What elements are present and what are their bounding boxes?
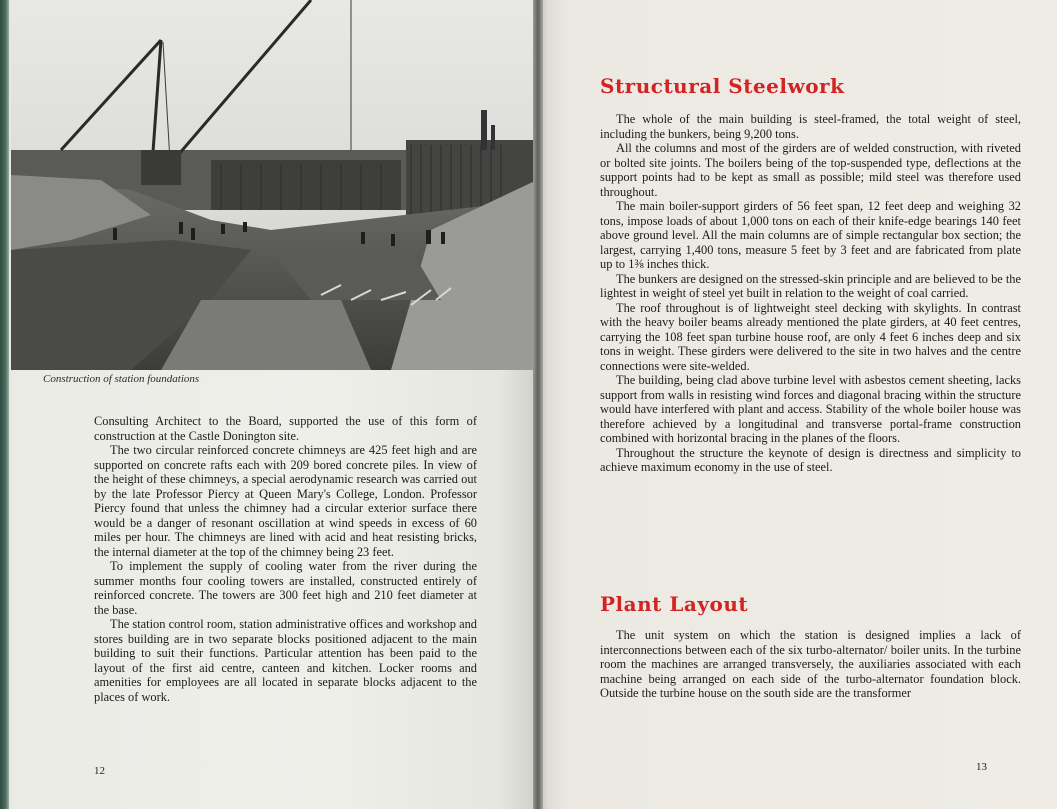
paragraph: The roof throughout is of lightweight steel decking with skylights. In contrast with the heavy boiler beams already mentioned the plate girders, at 40 feet centres, carrying the 108 feet span turbine house roof, are only 4 feet 6 inches deep and six tons in weight. These girders were delivered to the site in two halves and the centre connections were site-welded. xyxy=(600,300,1021,373)
right-page xyxy=(538,0,1057,809)
paragraph: The main boiler-support girders of 56 feet span, 12 feet deep and weighing 32 tons, impose loads of about 1,000 tons on each of their knife-edge bearings 140 feet above ground level. All the main columns are of simple rectangular box section; the largest, carrying 1,400 tons, measure 5 feet by 3 feet and are fabricated from plate up to 1⅜ inches thick. xyxy=(600,199,1021,271)
section-title-plant-layout: Plant Layout xyxy=(600,592,749,616)
construction-photo-graphic xyxy=(11,0,537,370)
paragraph: The station control room, station administrative offices and workshop and stores building are in two separate blocks positioned adjacent to the main building to suit their functions. Particular attention has been paid to the layout of the first aid centre, canteen and kitchen. Locker rooms and amenities for employees are all located in separate blocks adjacent to the places of work. xyxy=(94,617,477,704)
structural-steelwork-text xyxy=(600,112,1021,475)
paragraph: The unit system on which the station is designed implies a lack of interconnections between each of the six turbo-alternator/ boiler units. In the turbine room the machines are arranged transversely, the auxiliaries associated with each machine being arranged on each side of the turbo-alternator foundation block. Outside the turbine house on the south side are the transformer xyxy=(600,628,1021,700)
paragraph: Throughout the structure the keynote of design is directness and simplicity to achieve maximum economy in the use of steel. xyxy=(600,445,1021,474)
left-body-text xyxy=(94,414,477,704)
page-number-right: 13 xyxy=(976,761,987,773)
paragraph: The building, being clad above turbine level with asbestos cement sheeting, lacks support from walls in resisting wind forces and diagonal bracing within the structure would have interfered with plant and access. Stability of the whole boiler house was therefore achieved by a longitudinal and transverse portal-frame construction combined with horizontal bracing in the planes of the floors. xyxy=(600,373,1021,445)
paragraph: The bunkers are designed on the stressed-skin principle and are believed to be the lightest in weight of steel yet built in relation to the weight of coal carried. xyxy=(600,271,1021,300)
paragraph: The whole of the main building is steel-framed, the total weight of steel, including the bunkers, being 9,200 tons. xyxy=(600,112,1021,141)
plant-layout-text xyxy=(600,628,1021,701)
paragraph: All the columns and most of the girders are of welded construction, with riveted or bolted site joints. The boilers being of the top-suspended type, deflections at the support points had to be kept as small as possible; mild steel was therefore used throughout. xyxy=(600,141,1021,199)
paragraph: The two circular reinforced concrete chimneys are 425 feet high and are supported on concrete rafts each with 209 bored concrete piles. In view of the height of these chimneys, a special aerodynamic research was carried out by the late Professor Piercy at Queen Mary's College, London. Professor Piercy found that unless the chimney had a circular exterior surface there would be a danger of resonant oscillation at wind speeds in excess of 60 miles per hour. The chimneys are lined with acid and heat resisting bricks, the internal diameter at the top of the chimney being 23 feet. xyxy=(94,443,477,559)
page-number-left: 12 xyxy=(94,765,105,777)
construction-photo xyxy=(11,0,537,370)
paragraph: Consulting Architect to the Board, supported the use of this form of construction at the Castle Donington site. xyxy=(94,414,477,443)
photo-caption: Construction of station foundations xyxy=(43,373,200,385)
cover-edge xyxy=(0,0,9,809)
book-spine xyxy=(533,0,543,809)
section-title-structural-steelwork: Structural Steelwork xyxy=(600,74,845,98)
paragraph: To implement the supply of cooling water from the river during the summer months four cooling towers are installed, constructed entirely of reinforced concrete. The towers are 300 feet high and 210 feet diameter at the base. xyxy=(94,559,477,617)
